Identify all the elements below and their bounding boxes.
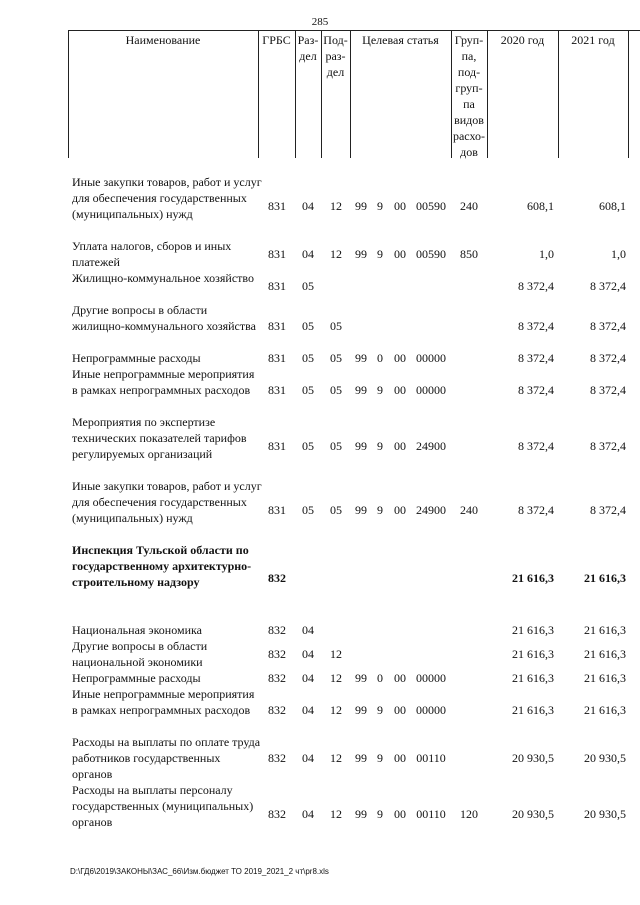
- cell-2020: 21 616,3: [512, 703, 554, 717]
- cell-2020: 21 616,3: [512, 671, 554, 685]
- row-name: Иные непрограммные мероприятия в рамках непрограммных расходов: [72, 687, 255, 717]
- row-name: Инспекция Тульской области по государственному архитектурно-строительному надзору: [72, 543, 252, 589]
- header-2020: 2020 год: [500, 33, 545, 47]
- header-grbs: ГРБС: [262, 33, 291, 47]
- cell-2020: 20 930,5: [512, 751, 554, 765]
- cell-2020: 8 372,4: [518, 319, 554, 333]
- header-2021: 2021 год: [571, 33, 615, 47]
- cell-target-direction: 24900: [416, 503, 446, 517]
- cell-razdel: 04: [302, 671, 314, 685]
- cell-target-subprogram: 9: [377, 751, 383, 765]
- cell-target-main: 00: [394, 383, 406, 397]
- cell-target-subprogram: 9: [377, 383, 383, 397]
- cell-2020: 21 616,3: [512, 571, 554, 585]
- table-header-grid: [68, 30, 640, 158]
- cell-expense-group: 240: [460, 503, 478, 517]
- cell-grbs: 831: [268, 279, 286, 293]
- cell-target-program: 99: [355, 671, 367, 685]
- cell-podrazdel: 05: [330, 351, 342, 365]
- cell-target-main: 00: [394, 807, 406, 821]
- cell-target-main: 00: [394, 671, 406, 685]
- cell-razdel: 05: [302, 279, 314, 293]
- cell-2020: 8 372,4: [518, 383, 554, 397]
- cell-razdel: 05: [302, 383, 314, 397]
- cell-target-program: 99: [355, 199, 367, 213]
- cell-target-main: 00: [394, 751, 406, 765]
- page-number: 285: [311, 16, 329, 28]
- cell-2021: 21 616,3: [584, 671, 626, 685]
- row-name: Другие вопросы в области национальной экономики: [72, 639, 208, 669]
- row-name: Другие вопросы в области жилищно-коммунального хозяйства: [72, 303, 256, 333]
- cell-target-subprogram: 9: [377, 247, 383, 261]
- row-name: Непрограммные расходы: [72, 671, 201, 685]
- cell-2020: 8 372,4: [518, 503, 554, 517]
- cell-razdel: 05: [302, 319, 314, 333]
- file-path-footer: D:\ГД6\2019\ЗАКОНЫ\ЗАС_66\Изм.бюджет ТО 2019_2021_2 чт\pr8.xls: [70, 867, 329, 876]
- cell-2021: 21 616,3: [584, 703, 626, 717]
- cell-target-direction: 00000: [416, 383, 446, 397]
- cell-2020: 608,1: [527, 199, 554, 213]
- cell-grbs: 831: [268, 439, 286, 453]
- cell-2021: 21 616,3: [584, 571, 626, 585]
- cell-expense-group: 240: [460, 199, 478, 213]
- cell-razdel: 04: [302, 623, 314, 637]
- cell-2021: 8 372,4: [590, 503, 626, 517]
- cell-podrazdel: 12: [330, 671, 342, 685]
- row-name: Расходы на выплаты персоналу государственных (муниципальных) органов: [72, 783, 254, 829]
- cell-target-direction: 00590: [416, 199, 446, 213]
- cell-target-subprogram: 9: [377, 807, 383, 821]
- cell-target-direction: 24900: [416, 439, 446, 453]
- cell-podrazdel: 05: [330, 503, 342, 517]
- cell-2020: 21 616,3: [512, 623, 554, 637]
- cell-grbs: 831: [268, 383, 286, 397]
- header-target-article: Целевая статья: [362, 33, 439, 47]
- cell-grbs: 831: [268, 199, 286, 213]
- cell-razdel: 04: [302, 751, 314, 765]
- cell-target-main: 00: [394, 247, 406, 261]
- cell-target-subprogram: 9: [377, 439, 383, 453]
- cell-target-main: 00: [394, 439, 406, 453]
- row-name: Мероприятия по экспертизе технических показателей тарифов регулируемых организаций: [72, 415, 247, 461]
- cell-target-direction: 00000: [416, 703, 446, 717]
- cell-target-program: 99: [355, 751, 367, 765]
- cell-target-direction: 00590: [416, 247, 446, 261]
- header-expense-group: Груп- па, под- груп- па видов расхо- дов: [452, 33, 486, 159]
- cell-target-program: 99: [355, 383, 367, 397]
- row-name: Жилищно-коммунальное хозяйство: [72, 271, 255, 285]
- cell-podrazdel: 12: [330, 247, 342, 261]
- cell-2021: 8 372,4: [590, 351, 626, 365]
- cell-2021: 8 372,4: [590, 383, 626, 397]
- row-name: Непрограммные расходы: [72, 351, 201, 365]
- cell-razdel: 05: [302, 439, 314, 453]
- cell-2020: 1,0: [539, 247, 554, 261]
- cell-target-direction: 00110: [416, 807, 446, 821]
- cell-2021: 20 930,5: [584, 807, 626, 821]
- cell-2021: 608,1: [599, 199, 626, 213]
- header-razdel: Раз- дел: [297, 33, 319, 63]
- cell-2021: 1,0: [611, 247, 626, 261]
- cell-razdel: 04: [302, 647, 314, 661]
- cell-target-program: 99: [355, 703, 367, 717]
- cell-grbs: 831: [268, 351, 286, 365]
- header-podrazdel: Под- раз- дел: [323, 33, 348, 79]
- cell-2021: 20 930,5: [584, 751, 626, 765]
- cell-grbs: 832: [268, 647, 286, 661]
- cell-target-direction: 00000: [416, 671, 446, 685]
- cell-2021: 8 372,4: [590, 319, 626, 333]
- cell-target-program: 99: [355, 351, 367, 365]
- cell-target-main: 00: [394, 703, 406, 717]
- cell-target-main: 00: [394, 351, 406, 365]
- cell-target-program: 99: [355, 503, 367, 517]
- cell-target-direction: 00000: [416, 351, 446, 365]
- cell-target-subprogram: 0: [377, 351, 383, 365]
- cell-target-subprogram: 9: [377, 199, 383, 213]
- row-name: Иные закупки товаров, работ и услуг для обеспечения государственных (муниципальных) нужд: [72, 175, 262, 221]
- cell-target-program: 99: [355, 247, 367, 261]
- cell-2021: 8 372,4: [590, 439, 626, 453]
- cell-2020: 8 372,4: [518, 351, 554, 365]
- cell-grbs: 832: [268, 571, 286, 585]
- cell-2021: 21 616,3: [584, 623, 626, 637]
- cell-target-subprogram: 9: [377, 503, 383, 517]
- cell-grbs: 832: [268, 703, 286, 717]
- row-name: Уплата налогов, сборов и иных платежей: [72, 239, 232, 269]
- cell-grbs: 831: [268, 503, 286, 517]
- cell-podrazdel: 12: [330, 647, 342, 661]
- cell-podrazdel: 12: [330, 751, 342, 765]
- cell-2020: 8 372,4: [518, 279, 554, 293]
- cell-podrazdel: 05: [330, 383, 342, 397]
- cell-2020: 8 372,4: [518, 439, 554, 453]
- cell-target-main: 00: [394, 503, 406, 517]
- row-name: Национальная экономика: [72, 623, 202, 637]
- cell-podrazdel: 05: [330, 439, 342, 453]
- cell-grbs: 832: [268, 751, 286, 765]
- cell-target-subprogram: 0: [377, 671, 383, 685]
- cell-grbs: 831: [268, 319, 286, 333]
- cell-razdel: 04: [302, 807, 314, 821]
- cell-grbs: 832: [268, 671, 286, 685]
- cell-razdel: 05: [302, 503, 314, 517]
- cell-razdel: 04: [302, 703, 314, 717]
- cell-podrazdel: 12: [330, 703, 342, 717]
- cell-razdel: 04: [302, 247, 314, 261]
- cell-2020: 20 930,5: [512, 807, 554, 821]
- cell-target-subprogram: 9: [377, 703, 383, 717]
- cell-target-program: 99: [355, 439, 367, 453]
- cell-grbs: 831: [268, 247, 286, 261]
- row-name: Иные непрограммные мероприятия в рамках непрограммных расходов: [72, 367, 255, 397]
- cell-2020: 21 616,3: [512, 647, 554, 661]
- cell-podrazdel: 05: [330, 319, 342, 333]
- cell-grbs: 832: [268, 807, 286, 821]
- cell-expense-group: 850: [460, 247, 478, 261]
- cell-razdel: 05: [302, 351, 314, 365]
- row-name: Иные закупки товаров, работ и услуг для обеспечения государственных (муниципальных) нужд: [72, 479, 262, 525]
- header-name: Наименование: [125, 33, 201, 47]
- cell-razdel: 04: [302, 199, 314, 213]
- cell-podrazdel: 12: [330, 199, 342, 213]
- cell-expense-group: 120: [460, 807, 478, 821]
- cell-target-main: 00: [394, 199, 406, 213]
- cell-2021: 21 616,3: [584, 647, 626, 661]
- cell-target-program: 99: [355, 807, 367, 821]
- cell-2021: 8 372,4: [590, 279, 626, 293]
- cell-podrazdel: 12: [330, 807, 342, 821]
- cell-target-direction: 00110: [416, 751, 446, 765]
- cell-grbs: 832: [268, 623, 286, 637]
- row-name: Расходы на выплаты по оплате труда работников государственных органов: [72, 735, 261, 781]
